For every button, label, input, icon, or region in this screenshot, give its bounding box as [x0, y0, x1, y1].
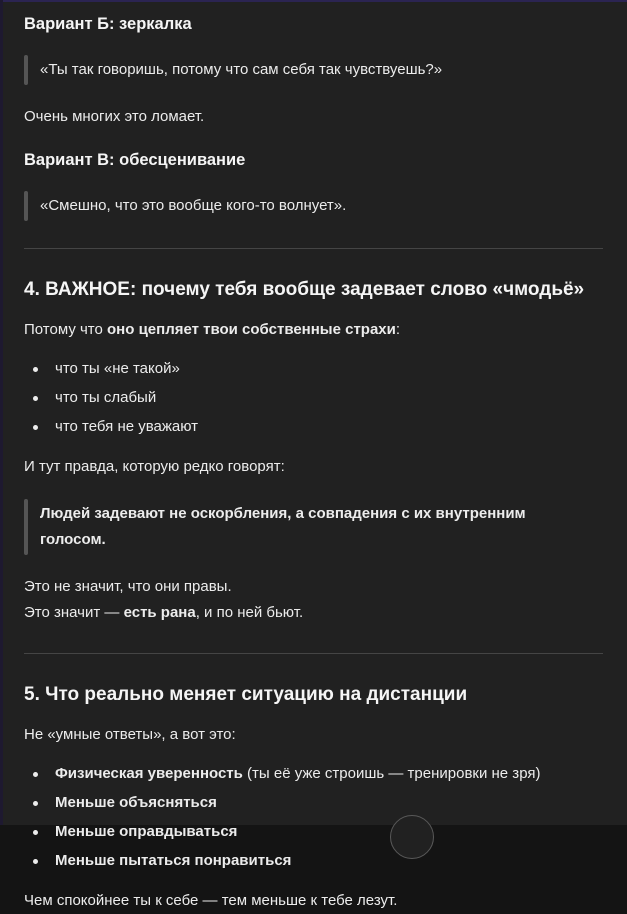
bullet-dot	[33, 396, 38, 401]
para-section5-intro: Не «умные ответы», а вот это:	[24, 726, 236, 743]
list-item-text	[55, 765, 540, 782]
section-divider	[24, 653, 603, 654]
list-item-text: что тебя не уважают	[55, 418, 199, 435]
list-item	[24, 385, 603, 411]
list-item-text: что ты «не такой»	[55, 360, 180, 377]
bullet-dot	[33, 859, 38, 864]
blockquote-truth-text: Людей задевают не оскорбления, а совпадения с их внутренним голосом.	[40, 505, 526, 548]
fears-list	[24, 356, 603, 440]
list-item	[24, 790, 603, 816]
heading-variant-b: Вариант Б: зеркалка	[24, 15, 192, 33]
bullet-dot	[33, 425, 38, 430]
para-section4-intro-bold: оно цепляет твои собственные страхи	[107, 321, 396, 338]
window-top-accent-line	[0, 0, 627, 2]
para-section4-intro-tail: :	[395, 321, 401, 338]
scroll-to-bottom-button[interactable]	[390, 815, 434, 859]
quote-bar	[24, 191, 28, 221]
bullet-dot	[33, 830, 38, 835]
quote-bar	[24, 55, 28, 85]
list-item	[24, 819, 603, 845]
para-section4-intro	[24, 317, 603, 343]
list-item	[24, 414, 603, 440]
line-wound-bold: есть рана	[123, 604, 196, 621]
quote-bar	[24, 499, 28, 555]
line-not-right: Это не значит, что они правы.	[24, 578, 232, 595]
para-truth-intro: И тут правда, которую редко говорят:	[24, 458, 285, 475]
list-item-rest: (ты её уже строишь — тренировки не зря)	[242, 765, 541, 782]
list-item	[24, 761, 603, 787]
bullet-dot	[33, 772, 38, 777]
para-wound	[24, 574, 603, 626]
line-wound-lead: Это значит —	[24, 604, 124, 621]
blockquote-mirror-text: «Ты так говоришь, потому что сам себя так чувствуешь?»	[40, 61, 443, 78]
blockquote-devalue-text: «Смешно, что это вообще кого-то волнует».	[40, 197, 347, 214]
section-divider	[24, 248, 603, 249]
blockquote-mirror	[24, 55, 603, 85]
blockquote-devalue	[24, 191, 603, 221]
list-item-text	[55, 823, 237, 840]
list-item-text	[55, 794, 217, 811]
list-item-bold: Меньше пытаться понравиться	[55, 852, 292, 869]
list-item-bold: Физическая уверенность	[55, 765, 243, 782]
list-item-text	[55, 852, 291, 869]
list-item	[24, 356, 603, 382]
para-section4-intro-lead: Потому что	[24, 321, 108, 338]
list-item-bold: Меньше оправдываться	[55, 823, 238, 840]
para-breaks-many: Очень многих это ломает.	[24, 108, 205, 125]
list-item	[24, 848, 603, 874]
bullet-dot	[33, 801, 38, 806]
what-helps-list	[24, 761, 603, 874]
line-wound-tail: , и по ней бьют.	[195, 604, 304, 621]
bullet-dot	[33, 367, 38, 372]
para-final: Чем спокойнее ты к себе — тем меньше к тебе лезут.	[24, 892, 398, 909]
blockquote-truth	[24, 499, 603, 555]
heading-variant-v: Вариант В: обесценивание	[24, 151, 246, 169]
list-item-text: что ты слабый	[55, 389, 157, 406]
heading-section-5: 5. Что реально меняет ситуацию на дистанции	[24, 684, 468, 705]
list-item-bold: Меньше объясняться	[55, 794, 217, 811]
heading-section-4: 4. ВАЖНОЕ: почему тебя вообще задевает слово «чмодьё»	[24, 279, 585, 300]
window-edge-strip	[0, 0, 3, 825]
